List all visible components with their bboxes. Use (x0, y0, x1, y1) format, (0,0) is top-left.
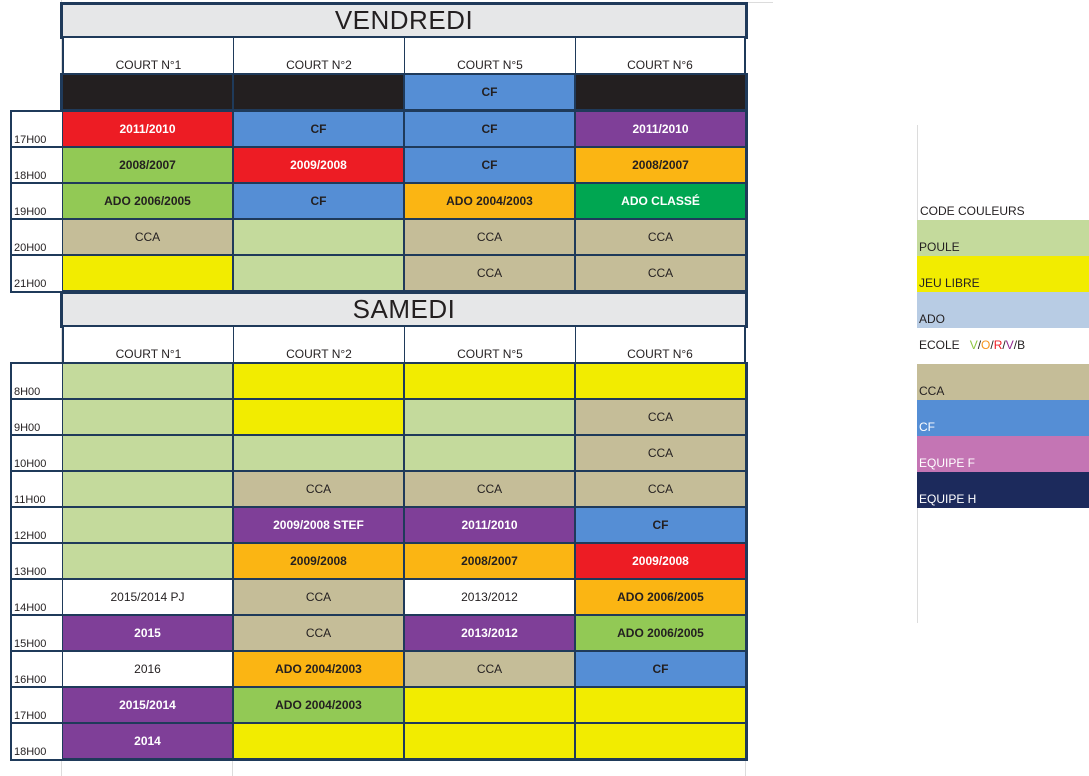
legend-item (917, 436, 1089, 472)
schedule-cell: CCA (576, 472, 745, 506)
school-code-letter: R (993, 338, 1003, 352)
schedule-cell (234, 364, 403, 398)
court-header: COURT N°2 (233, 38, 404, 74)
schedule-cell: 2008/2007 (63, 148, 232, 182)
schedule-cell: CF (405, 75, 574, 109)
schedule-cell: CCA (405, 652, 574, 686)
schedule-cell (63, 364, 232, 398)
schedule-cell (234, 256, 403, 290)
school-code-letter: V (1005, 338, 1014, 352)
schedule-cell: CF (405, 112, 574, 146)
schedule-cell: CCA (405, 256, 574, 290)
schedule-cell (405, 724, 574, 758)
friday-title: VENDREDI (60, 2, 748, 39)
schedule-cell: ADO CLASSÉ (576, 184, 745, 218)
schedule-cell: CCA (234, 616, 403, 650)
schedule-cell (234, 220, 403, 254)
schedule-cell: CCA (576, 220, 745, 254)
time-label: 8H00 (10, 362, 62, 401)
school-code-letter: V (969, 338, 978, 352)
schedule-cell (576, 75, 745, 109)
schedule-cell: 2013/2012 (405, 580, 574, 614)
legend-label: POULE (919, 240, 960, 254)
time-label: 14H00 (10, 578, 62, 617)
schedule-cell (63, 508, 232, 542)
court-header: COURT N°1 (62, 38, 233, 74)
schedule-cell: 2011/2010 (576, 112, 745, 146)
schedule-cell: 2009/2008 (234, 148, 403, 182)
schedule-cell: ADO 2004/2003 (234, 652, 403, 686)
legend-label: EQUIPE H (919, 492, 977, 506)
legend-label: CF (919, 420, 935, 434)
legend-item (917, 220, 1089, 256)
schedule-cell: 2009/2008 STEF (234, 508, 403, 542)
schedule-cell: 2008/2007 (576, 148, 745, 182)
legend-item (917, 328, 1089, 364)
schedule-cell: CCA (234, 580, 403, 614)
time-label: 12H00 (10, 506, 62, 545)
time-label: 16H00 (10, 650, 62, 689)
schedule-cell: CF (405, 148, 574, 182)
legend-label: EQUIPE F (919, 456, 976, 470)
schedule-cell (63, 436, 232, 470)
saturday-title: SAMEDI (60, 291, 748, 328)
schedule-cell (63, 256, 232, 290)
legend-item (917, 400, 1089, 436)
schedule-cell: CCA (576, 256, 745, 290)
schedule-cell: ADO 2004/2003 (234, 688, 403, 722)
schedule-cell: 2015 (63, 616, 232, 650)
legend-item (917, 256, 1089, 292)
legend-item (917, 472, 1089, 508)
time-label: 20H00 (10, 218, 62, 257)
schedule-cell: CCA (234, 472, 403, 506)
time-label: 9H00 (10, 398, 62, 437)
time-label: 15H00 (10, 614, 62, 653)
schedule-cell (63, 544, 232, 578)
schedule-cell (63, 75, 232, 109)
guide-line (745, 2, 773, 3)
schedule-cell: 2015/2014 PJ (63, 580, 232, 614)
schedule-cell: CCA (576, 436, 745, 470)
time-label: 17H00 (10, 110, 62, 149)
school-code-letter: O (981, 338, 991, 352)
time-label: 11H00 (10, 470, 62, 509)
legend-label: CCA (919, 384, 945, 398)
schedule-cell (63, 400, 232, 434)
schedule-cell (405, 364, 574, 398)
school-code-letter: B (1017, 338, 1026, 352)
legend-item (917, 364, 1089, 400)
legend-title: CODE COULEURS (920, 204, 1025, 218)
schedule-cell: CCA (576, 400, 745, 434)
schedule-cell (576, 364, 745, 398)
schedule-cell: CF (234, 184, 403, 218)
court-header: COURT N°2 (233, 327, 404, 363)
schedule-cell: 2008/2007 (405, 544, 574, 578)
legend-label: ADO (919, 312, 946, 326)
time-label: 18H00 (10, 722, 62, 761)
schedule-cell: CF (576, 508, 745, 542)
court-header: COURT N°1 (62, 327, 233, 363)
school-code-letters: V/O/R/V/B (969, 338, 1026, 352)
schedule-cell: 2013/2012 (405, 616, 574, 650)
schedule-cell: 2015/2014 (63, 688, 232, 722)
schedule-cell: 2014 (63, 724, 232, 758)
schedule-cell (405, 400, 574, 434)
schedule-cell: 2009/2008 (576, 544, 745, 578)
legend-label: ECOLE (919, 338, 960, 352)
schedule-cell: CCA (405, 472, 574, 506)
schedule-cell (405, 436, 574, 470)
time-label: 17H00 (10, 686, 62, 725)
schedule-cell (576, 724, 745, 758)
schedule-cell: ADO 2006/2005 (576, 580, 745, 614)
schedule-cell (234, 400, 403, 434)
time-label: 18H00 (10, 146, 62, 185)
court-header: COURT N°6 (575, 327, 746, 363)
court-header: COURT N°5 (404, 38, 575, 74)
schedule-cell (234, 436, 403, 470)
schedule-cell (576, 688, 745, 722)
legend-item (917, 292, 1089, 328)
time-label: 19H00 (10, 182, 62, 221)
schedule-cell: CCA (405, 220, 574, 254)
time-label: 21H00 (10, 254, 62, 293)
schedule-cell: CCA (63, 220, 232, 254)
schedule-cell: 2011/2010 (405, 508, 574, 542)
schedule-cell (63, 472, 232, 506)
schedule-cell: 2011/2010 (63, 112, 232, 146)
schedule-cell: ADO 2004/2003 (405, 184, 574, 218)
schedule-cell: 2016 (63, 652, 232, 686)
time-label: 10H00 (10, 434, 62, 473)
schedule-cell: CF (234, 112, 403, 146)
schedule-cell (234, 724, 403, 758)
schedule-cell (234, 75, 403, 109)
court-header: COURT N°5 (404, 327, 575, 363)
schedule-cell (405, 688, 574, 722)
schedule-cell: CF (576, 652, 745, 686)
court-header: COURT N°6 (575, 38, 746, 74)
legend-label: JEU LIBRE (919, 276, 980, 290)
schedule-cell: ADO 2006/2005 (576, 616, 745, 650)
schedule-cell: ADO 2006/2005 (63, 184, 232, 218)
schedule-cell: 2009/2008 (234, 544, 403, 578)
time-label: 13H00 (10, 542, 62, 581)
